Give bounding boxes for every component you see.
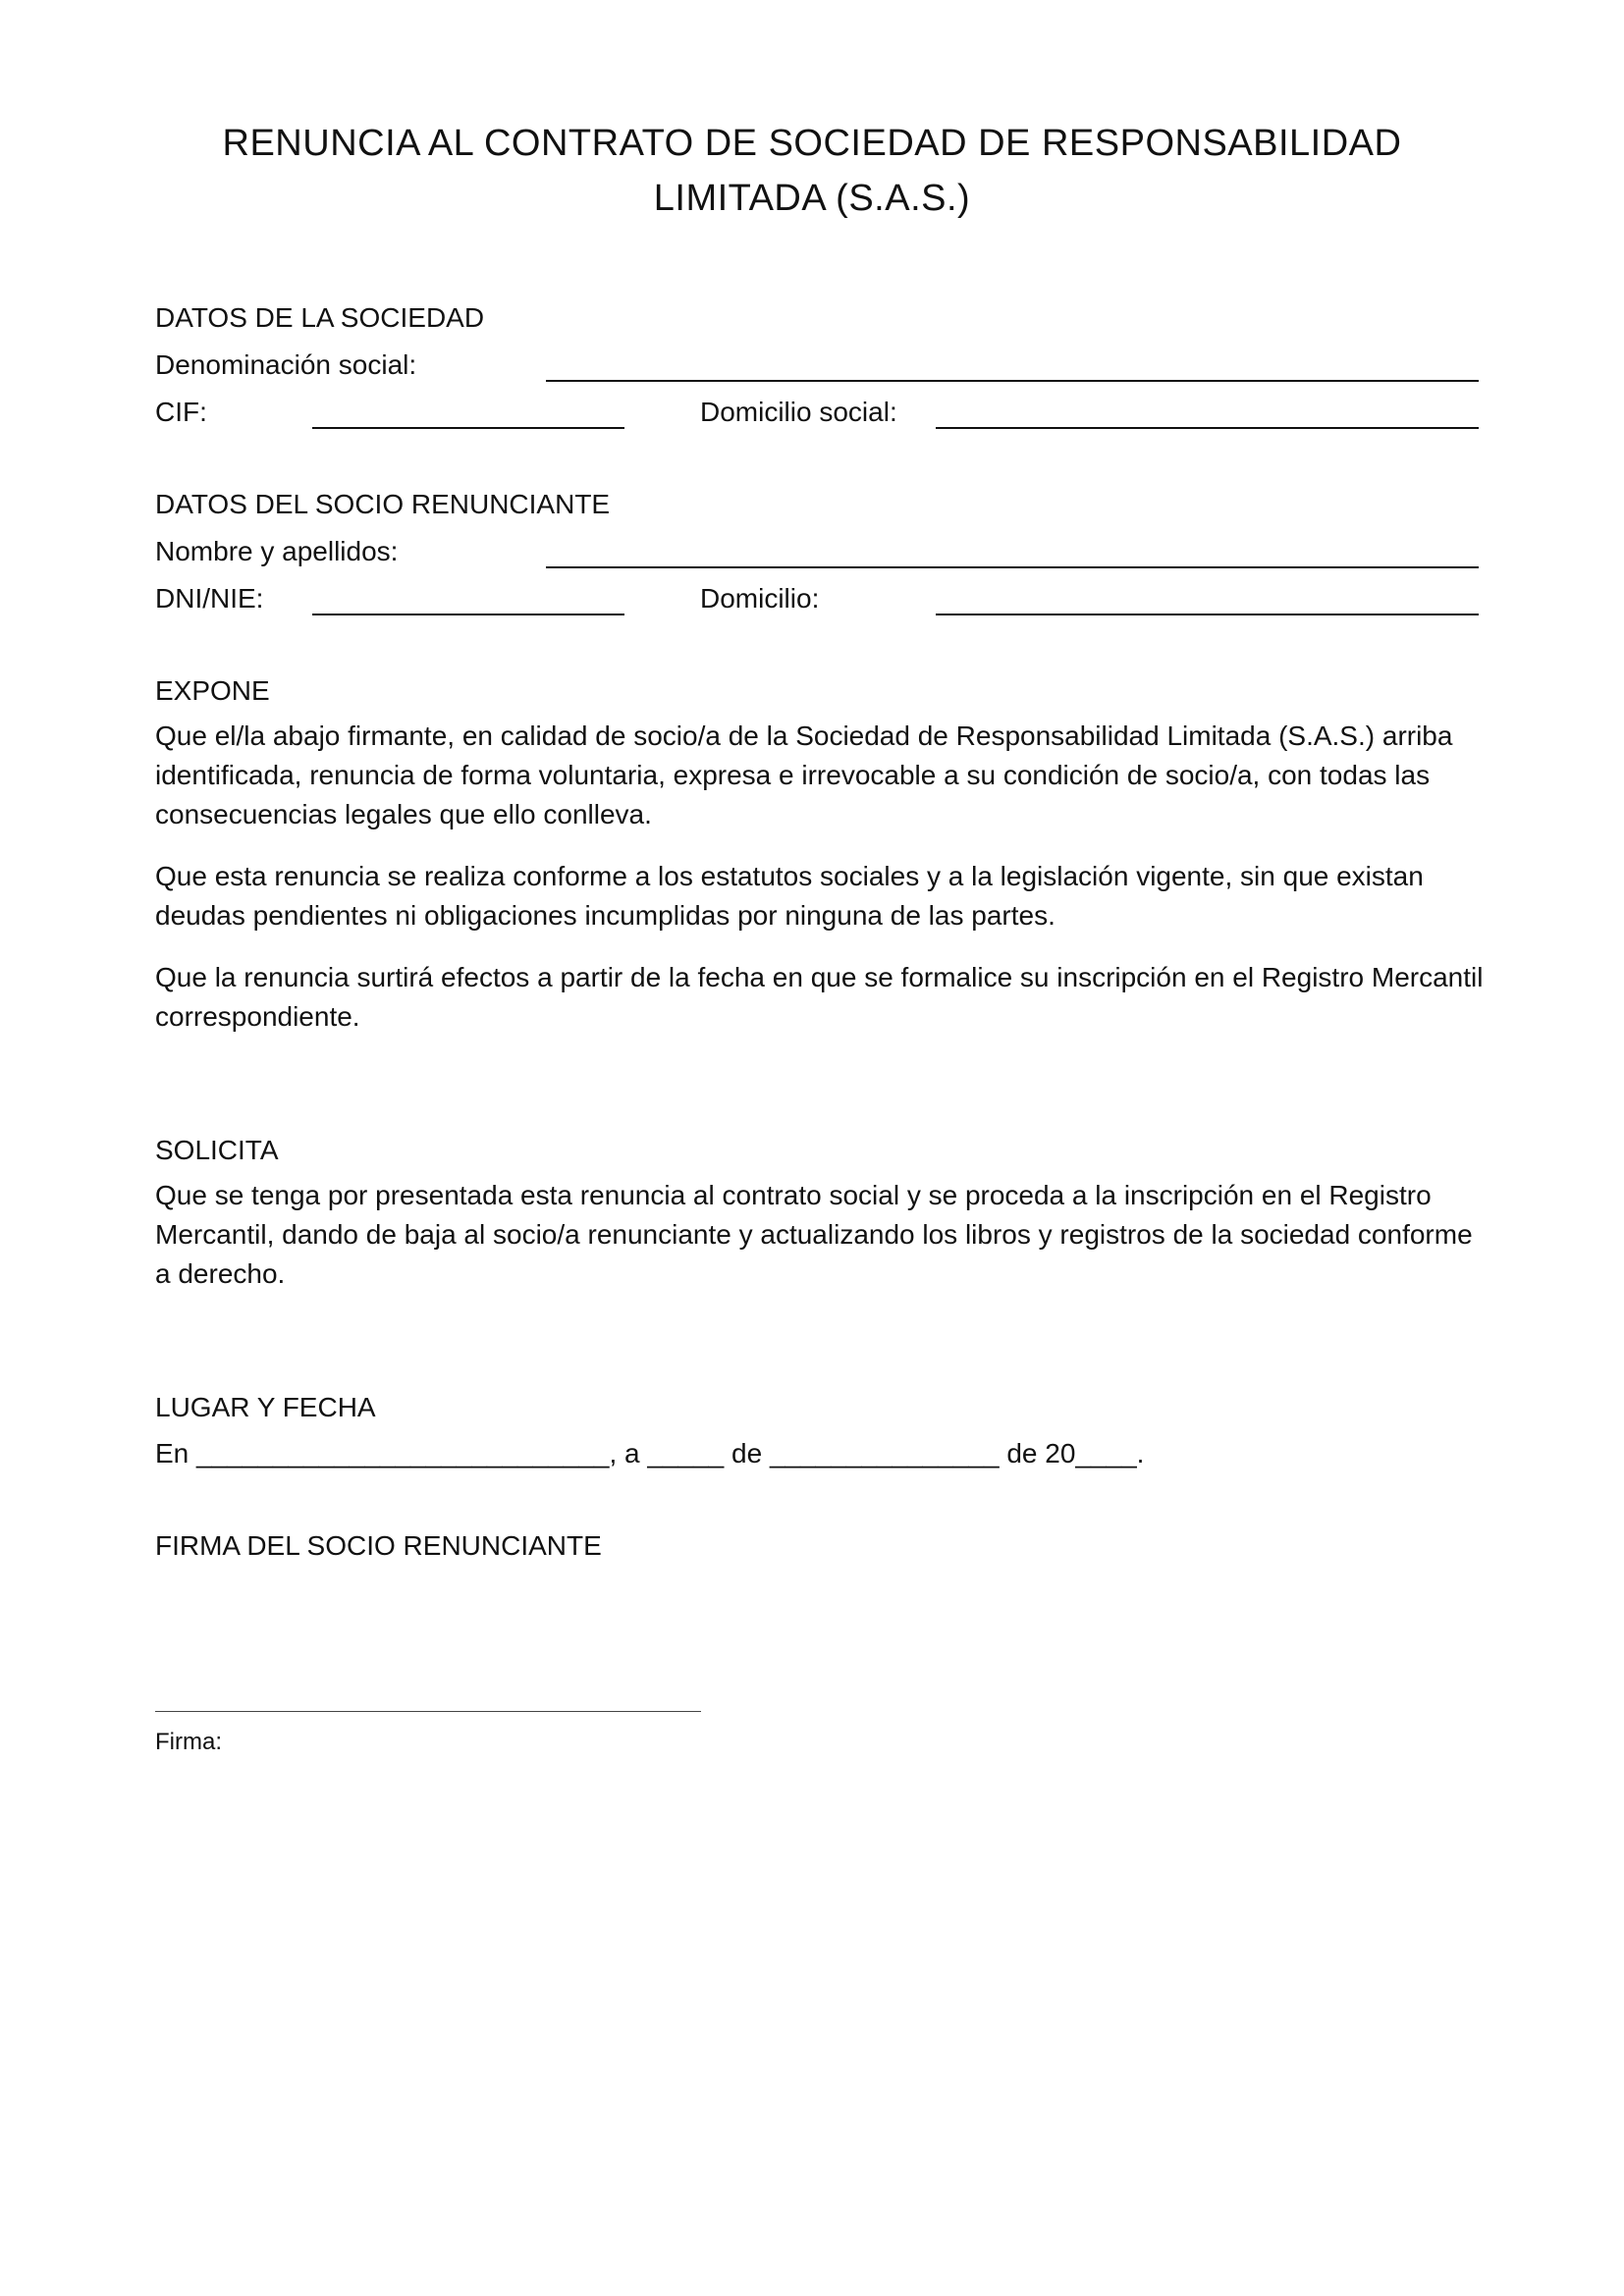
cif-field[interactable] [312, 427, 624, 429]
document-title [157, 116, 1467, 226]
domicilio-social-label: Domicilio social: [700, 397, 897, 427]
denominacion-field[interactable] [546, 380, 1479, 382]
signature-line[interactable] [155, 1711, 701, 1712]
solicita-paragraph: Que se tenga por presentada esta renuncia al contrato social y se proceda a la inscripción en el Registro Mercantil, dando de baja al socio/a renunciante y actualizando los libros y registros de la sociedad conforme a derecho. [155, 1180, 1473, 1289]
section-heading-solicita: SOLICITA [155, 1135, 279, 1165]
expone-paragraph-1: Que el/la abajo firmante, en calidad de socio/a de la Sociedad de Responsabilidad Limitada (S.A.S.) arriba identificada, renuncia de forma voluntaria, expresa e irrevocable a su condición de socio/a, con todas las consecuencias legales que ello conlleva. [155, 721, 1453, 829]
domicilio-label: Domicilio: [700, 583, 820, 614]
section-heading-socio: DATOS DEL SOCIO RENUNCIANTE [155, 489, 611, 519]
nombre-label: Nombre y apellidos: [155, 536, 399, 566]
title-line-1: RENUNCIA AL CONTRATO DE SOCIEDAD DE RESPONSABILIDAD [222, 123, 1402, 164]
dni-label: DNI/NIE: [155, 583, 264, 614]
cif-label: CIF: [155, 397, 207, 427]
domicilio-social-field[interactable] [936, 427, 1479, 429]
signature-label: Firma: [155, 1729, 222, 1755]
lugar-fecha-line[interactable]: En ___________________________, a _____ de _______________ de 20____. [155, 1438, 1145, 1468]
expone-paragraph-3: Que la renuncia surtirá efectos a partir de la fecha en que se formalice su inscripción en el Registro Mercantil correspondiente. [155, 962, 1484, 1032]
title-line-2: LIMITADA (S.A.S.) [653, 178, 971, 219]
domicilio-field[interactable] [936, 614, 1479, 615]
expone-paragraph-2: Que esta renuncia se realiza conforme a los estatutos sociales y a la legislación vigente, sin que existan deudas pendientes ni obligaciones incumplidas por ninguna de las partes. [155, 861, 1424, 931]
dni-field[interactable] [312, 614, 624, 615]
denominacion-label: Denominación social: [155, 349, 417, 380]
section-heading-sociedad: DATOS DE LA SOCIEDAD [155, 302, 485, 333]
section-heading-expone: EXPONE [155, 675, 270, 706]
section-heading-firma: FIRMA DEL SOCIO RENUNCIANTE [155, 1530, 602, 1561]
nombre-field[interactable] [546, 566, 1479, 568]
section-heading-lugar-fecha: LUGAR Y FECHA [155, 1392, 376, 1422]
